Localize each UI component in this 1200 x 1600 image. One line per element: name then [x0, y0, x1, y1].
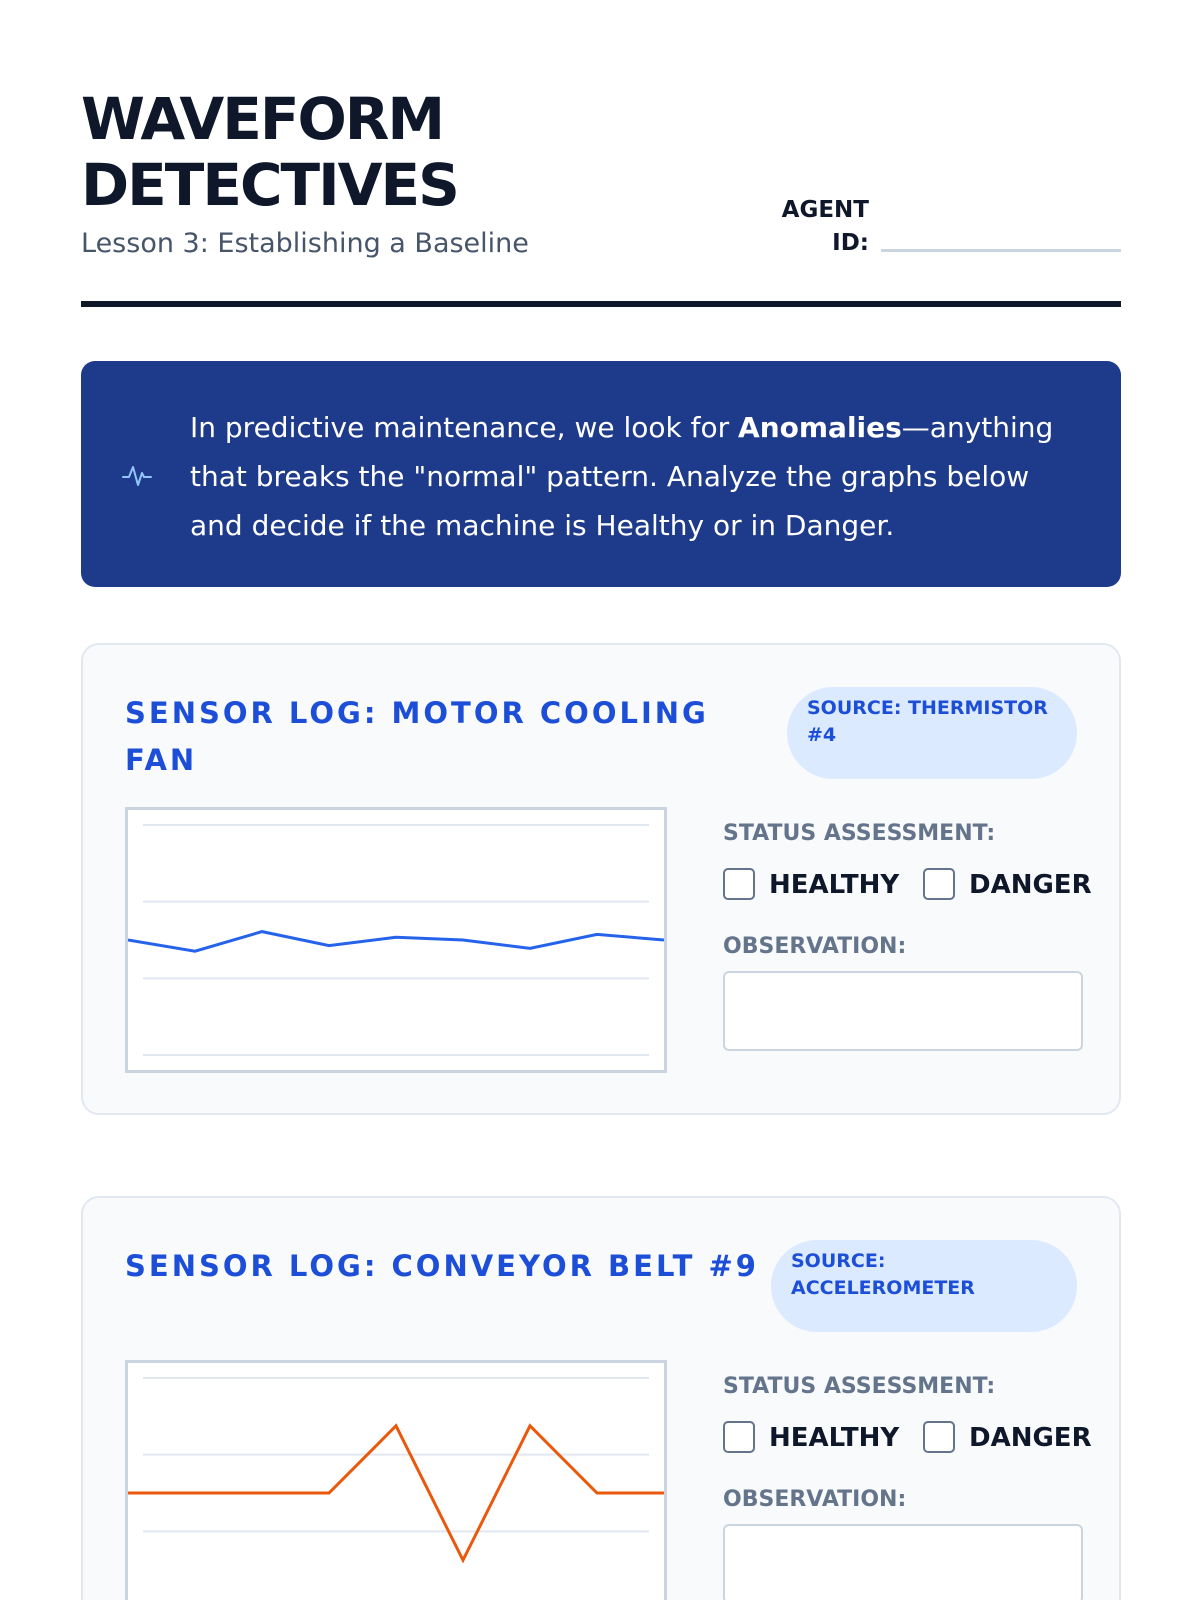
sensor-card — [81, 1196, 1121, 1600]
observation-label: OBSERVATION: — [723, 1487, 907, 1512]
intro-text-before: In predictive maintenance, we look for — [190, 411, 739, 444]
danger-checkbox-box[interactable] — [923, 1421, 955, 1453]
danger-option-label: DANGER — [969, 1423, 1092, 1453]
title-line-2: DETECTIVES — [81, 151, 458, 219]
intro-text-after: —anything that breaks the "normal" pattern. Analyze the graphs below and decide if the machine is Healthy or in Danger. — [190, 411, 1054, 542]
title-line-1: WAVEFORM — [81, 85, 444, 153]
danger-checkbox-box[interactable] — [923, 868, 955, 900]
status-panel — [723, 1374, 1092, 1600]
lesson-subtitle: Lesson 3: Establishing a Baseline — [81, 228, 529, 259]
status-assessment-label: STATUS ASSESSMENT: — [723, 1374, 996, 1399]
observation-field[interactable] — [723, 971, 1083, 1051]
source-badge: SOURCE: ACCELEROMETER — [771, 1240, 1077, 1332]
worksheet-header — [81, 86, 1121, 306]
status-options — [723, 868, 1092, 902]
agent-id-label — [781, 194, 869, 260]
intro-text-bold: Anomalies — [738, 411, 902, 444]
agent-label-line-2: ID: — [832, 230, 869, 256]
intro-banner — [81, 361, 1121, 587]
waveform-series-line — [128, 1426, 664, 1560]
intro-text — [190, 403, 1070, 550]
sensor-card-title: SENSOR LOG: CONVEYOR BELT #9 — [125, 1249, 759, 1283]
agent-label-line-1: AGENT — [781, 197, 869, 223]
healthy-checkbox-box[interactable] — [723, 1421, 755, 1453]
source-badge: SOURCE: THERMISTOR #4 — [787, 687, 1077, 779]
sensor-card — [81, 643, 1121, 1115]
observation-label: OBSERVATION: — [723, 934, 907, 959]
status-assessment-label: STATUS ASSESSMENT: — [723, 821, 996, 846]
healthy-checkbox-box[interactable] — [723, 868, 755, 900]
status-panel — [723, 821, 1092, 1051]
danger-option-label: DANGER — [969, 870, 1092, 900]
waveform-chart — [125, 807, 667, 1073]
waveform-chart-svg — [128, 810, 664, 1070]
agent-id-field[interactable] — [781, 194, 1121, 258]
waveform-chart — [125, 1360, 667, 1600]
status-options — [723, 1421, 1092, 1455]
observation-field[interactable] — [723, 1524, 1083, 1600]
sensor-card-title: SENSOR LOG: MOTOR COOLING FAN — [125, 696, 709, 777]
healthy-option-label: HEALTHY — [769, 1423, 900, 1453]
waveform-series-line — [128, 932, 664, 952]
header-divider — [81, 301, 1121, 307]
healthy-option-label: HEALTHY — [769, 870, 900, 900]
agent-id-write-line[interactable] — [881, 249, 1121, 252]
waveform-chart-svg — [128, 1363, 664, 1600]
pulse-icon — [121, 459, 153, 491]
